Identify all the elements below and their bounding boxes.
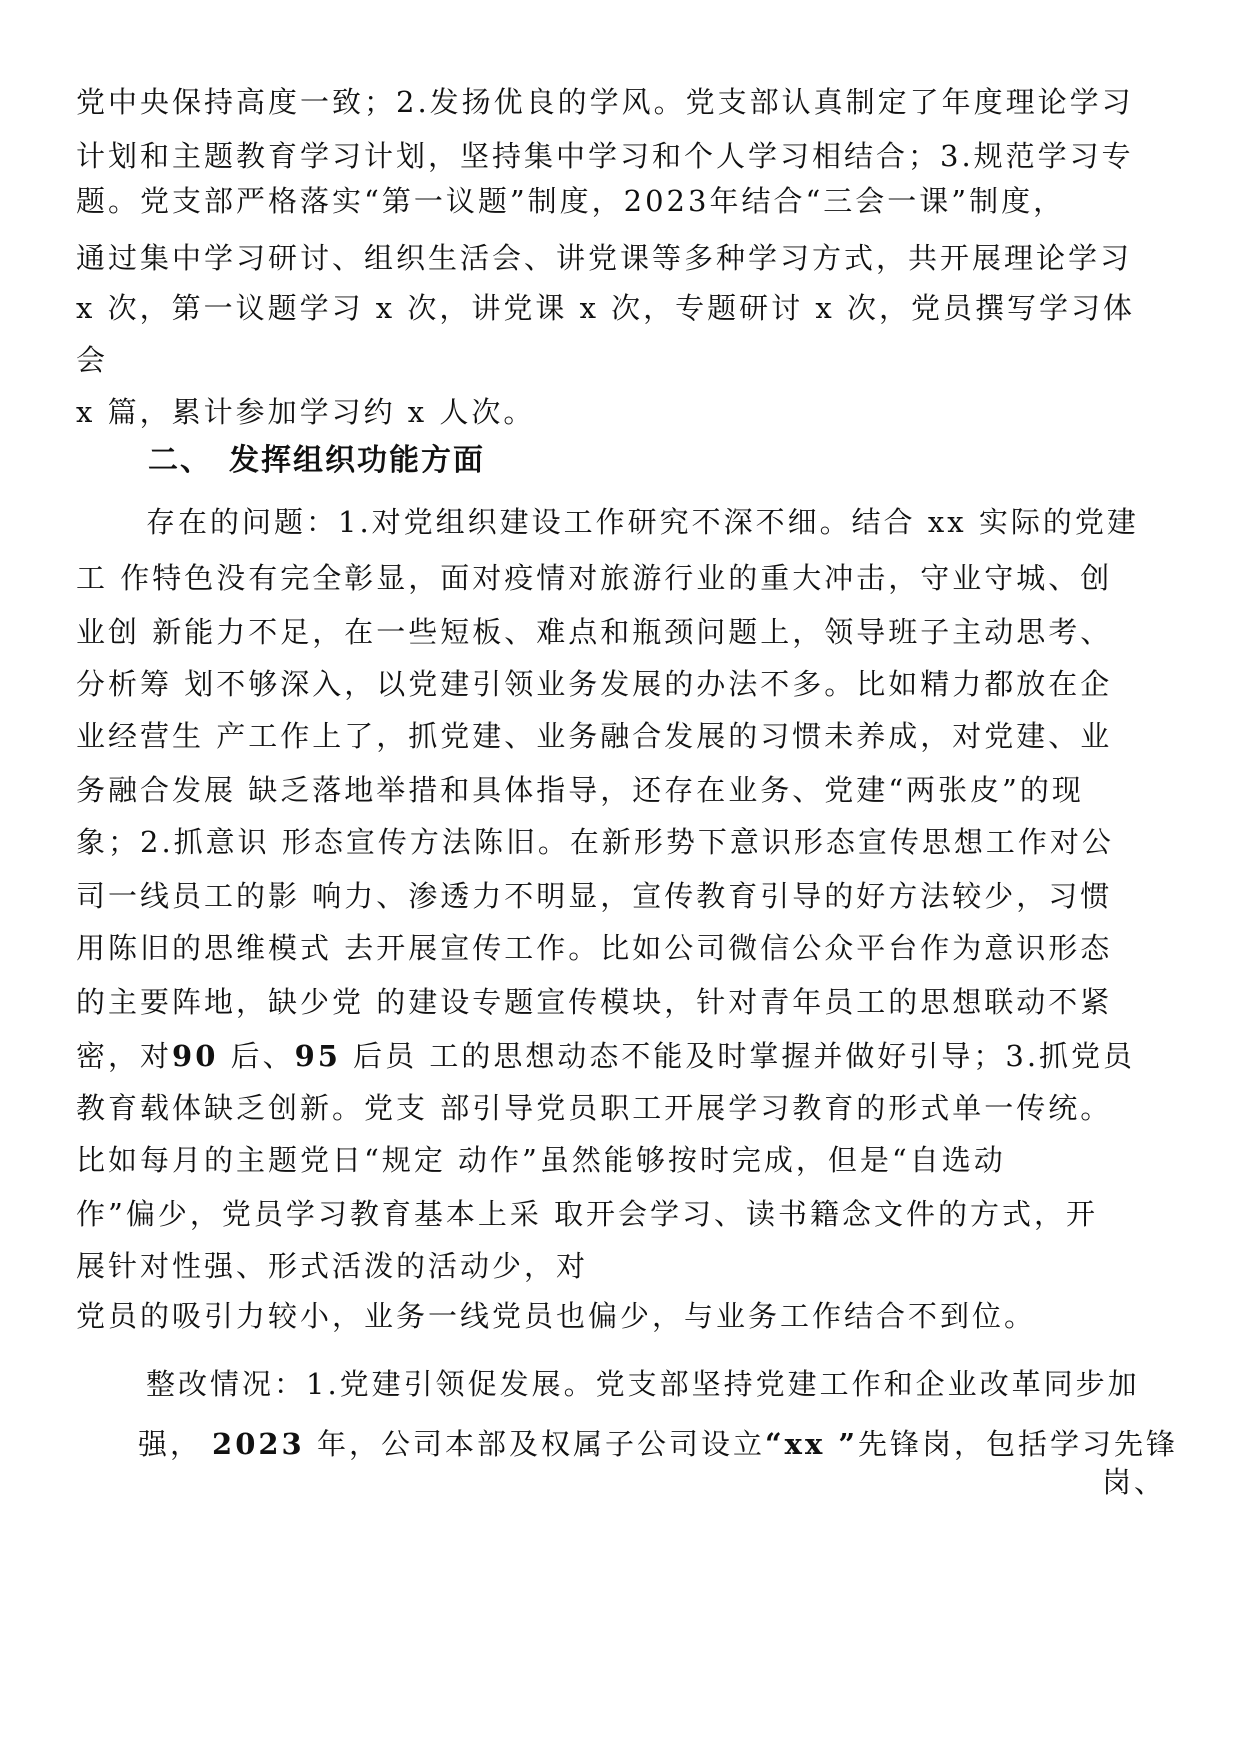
text-run: 强，: [138, 1427, 203, 1461]
body-text-line: 象；2.抓意识 形态宣传方法陈旧。在新形势下意识形态宣传思想工作对公: [76, 825, 1114, 859]
text-run: 先锋岗，包括学习先锋: [858, 1427, 1179, 1461]
bold-number: 95: [294, 1039, 341, 1073]
body-text-line: 通过集中学习研讨、组织生活会、讲党课等多种学习方式，共开展理论学习: [76, 241, 1133, 275]
text-run: 年，公司本部及权属子公司设立: [304, 1427, 765, 1461]
body-text-line: 党员的吸引力较小，业务一线党员也偏少，与业务工作结合不到位。: [76, 1299, 1037, 1333]
bold-year: 2023: [212, 1427, 305, 1461]
body-text-line: 教育载体缺乏创新。党支 部引导党员职工开展学习教育的形式单一传统。: [76, 1091, 1113, 1125]
text-run: 后员 工的思想动态不能及时掌握并做好引导；3.抓党员: [340, 1039, 1136, 1073]
body-text-line: x 篇，累计参加学习约 x 人次。: [76, 395, 536, 429]
body-text-line: 用陈旧的思维模式 去开展宣传工作。比如公司微信公众平台作为意识形态: [76, 931, 1113, 965]
body-text-line: 分析筹 划不够深入，以党建引领业务发展的办法不多。比如精力都放在企: [76, 667, 1113, 701]
bold-number: 90: [172, 1039, 219, 1073]
section-heading: 二、 发挥组织功能方面: [148, 443, 485, 478]
body-text-line: 计划和主题教育学习计划，坚持集中学习和个人学习相结合；3.规范学习专: [76, 139, 1134, 173]
text-run: 密，对: [76, 1039, 173, 1073]
body-text-line: 务融合发展 缺乏落地举措和具体指导，还存在业务、党建“两张皮”的现: [76, 773, 1084, 807]
body-text-line: 题。党支部严格落实“第一议题”制度，2023年结合“三会一课”制度，: [76, 184, 1066, 218]
bold-quote: “xx ”: [764, 1427, 859, 1461]
body-text-line: 作”偏少，党员学习教育基本上采 取开会学习、读书籍念文件的方式，开: [76, 1197, 1099, 1231]
body-text-line: 工 作特色没有完全彰显，面对疫情对旅游行业的重大冲击，守业守城、创: [76, 561, 1113, 595]
body-text-line: 党中央保持高度一致；2.发扬优良的学风。党支部认真制定了年度理论学习: [76, 85, 1134, 119]
body-text-line: 司一线员工的影 响力、渗透力不明显，宣传教育引导的好方法较少，习惯: [76, 879, 1113, 913]
body-text-line: 业经营生 产工作上了，抓党建、业务融合发展的习惯未养成，对党建、业: [76, 719, 1113, 753]
body-text-line: [76, 1036, 1166, 1076]
body-text-line: 比如每月的主题党日“规定 动作”虽然能够按时完成，但是“自选动: [76, 1143, 1006, 1177]
body-text-line: [138, 1424, 1179, 1464]
body-text-line: 岗、: [1101, 1465, 1166, 1499]
body-text-line: 的主要阵地，缺少党 的建设专题宣传模块，针对青年员工的思想联动不紧: [76, 985, 1113, 1019]
body-text-line: 存在的问题：1.对党组织建设工作研究不深不细。结合 xx 实际的党建: [146, 505, 1139, 539]
body-text-line: 会: [76, 343, 109, 377]
body-text-line: 整改情况：1.党建引领促发展。党支部坚持党建工作和企业改革同步加: [146, 1367, 1140, 1401]
text-run: 后、: [218, 1039, 295, 1073]
body-text-line: 业创 新能力不足，在一些短板、难点和瓶颈问题上，领导班子主动思考、: [76, 615, 1113, 649]
body-text-line: x 次，第一议题学习 x 次，讲党课 x 次，专题研讨 x 次，党员撰写学习体: [76, 291, 1135, 325]
body-text-line: 展针对性强、形式活泼的活动少，对: [76, 1249, 589, 1283]
